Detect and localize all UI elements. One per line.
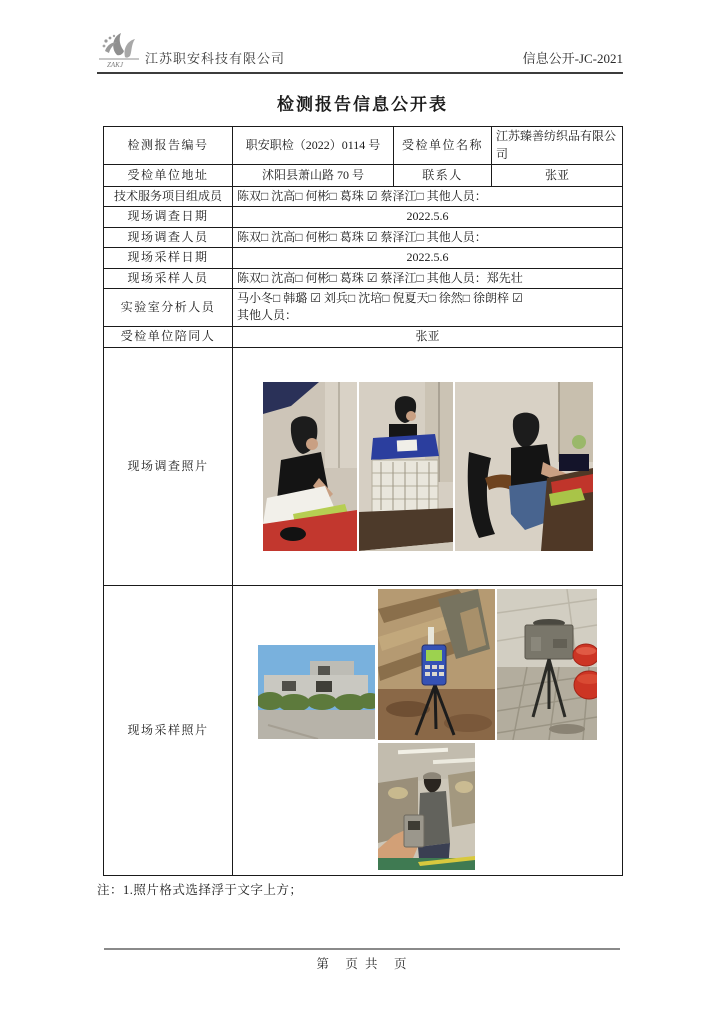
sampling-photos-row xyxy=(104,585,623,875)
document-header xyxy=(97,32,623,74)
accompanying-person-value: 张亚 xyxy=(233,326,623,347)
company-name: 江苏职安科技有限公司 xyxy=(145,51,286,66)
lab-analysts-line2: 其他人员： xyxy=(237,308,298,323)
page-number-text: 第 页 共 页 xyxy=(316,957,409,971)
photo-sampler-tripod-machine xyxy=(378,589,495,740)
contact-person-label: 联系人 xyxy=(394,165,492,187)
contact-person-value: 张亚 xyxy=(492,165,623,187)
disclosure-form-table xyxy=(103,126,623,876)
survey-date-label: 现场调查日期 xyxy=(104,207,233,227)
document-code: 信息公开-JC-2021 xyxy=(522,51,623,66)
footer-rule xyxy=(104,948,620,950)
table-row xyxy=(104,187,623,207)
sampling-staff-label: 现场采样人员 xyxy=(104,268,233,288)
lab-analysts-line1: 马小冬□ 韩璐 ☑ 刘兵□ 沈培□ 倪夏天□ 徐然□ 徐朗梓 ☑ xyxy=(237,291,523,306)
sampling-staff-checkboxes: 陈双□ 沈高□ 何彬□ 葛珠 ☑ 蔡泽江□ 其他人员：郑先壮 xyxy=(233,268,623,288)
company-logo-icon xyxy=(97,29,141,69)
photo-office-file-stack xyxy=(359,382,453,551)
photo-factory-building-exterior xyxy=(258,645,375,739)
table-row xyxy=(104,127,623,165)
project-team-checkboxes: 陈双□ 沈高□ 何彬□ 葛珠 ☑ 蔡泽江□ 其他人员： xyxy=(233,187,623,207)
survey-staff-checkboxes: 陈双□ 沈高□ 何彬□ 葛珠 ☑ 蔡泽江□ 其他人员： xyxy=(233,227,623,247)
sampling-photos-cell xyxy=(233,585,623,875)
sampling-photos-label: 现场采样照片 xyxy=(104,585,233,875)
sampling-date-label: 现场采样日期 xyxy=(104,248,233,268)
report-number-value: 职安职检（2022）0114 号 xyxy=(233,127,394,165)
company-brand xyxy=(97,29,285,69)
page-title: 检测报告信息公开表 xyxy=(277,95,448,114)
project-team-label: 技术服务项目组成员 xyxy=(104,187,233,207)
survey-date-value: 2022.5.6 xyxy=(233,207,623,227)
survey-photos-label: 现场调查照片 xyxy=(104,347,233,585)
unit-address-value: 沭阳县萧山路 70 号 xyxy=(233,165,394,187)
lab-analysts-label: 实验室分析人员 xyxy=(104,288,233,326)
survey-staff-label: 现场调查人员 xyxy=(104,227,233,247)
unit-address-label: 受检单位地址 xyxy=(104,165,233,187)
table-row xyxy=(104,268,623,288)
survey-photos-row xyxy=(104,347,623,585)
survey-photos-cell xyxy=(233,347,623,585)
table-row xyxy=(104,326,623,347)
photo-sampler-box-buckets xyxy=(497,589,597,740)
report-number-label: 检测报告编号 xyxy=(104,127,233,165)
table-row xyxy=(104,207,623,227)
table-row xyxy=(104,248,623,268)
photo-worker-with-meter xyxy=(378,743,475,870)
table-row xyxy=(104,165,623,187)
inspected-unit-name-value: 江苏臻善纺织品有限公司 xyxy=(492,127,623,165)
lab-analysts-checkboxes xyxy=(233,288,623,326)
table-row xyxy=(104,288,623,326)
photo-office-desk-laptop xyxy=(455,382,593,551)
sampling-date-value: 2022.5.6 xyxy=(233,248,623,268)
logo-text: ZAKJ xyxy=(107,61,123,69)
table-row xyxy=(104,227,623,247)
photo-office-writing xyxy=(263,382,357,551)
accompanying-person-label: 受检单位陪同人 xyxy=(104,326,233,347)
footnote: 注：1.照片格式选择浮于文字上方； xyxy=(97,883,303,897)
inspected-unit-name-label: 受检单位名称 xyxy=(394,127,492,165)
